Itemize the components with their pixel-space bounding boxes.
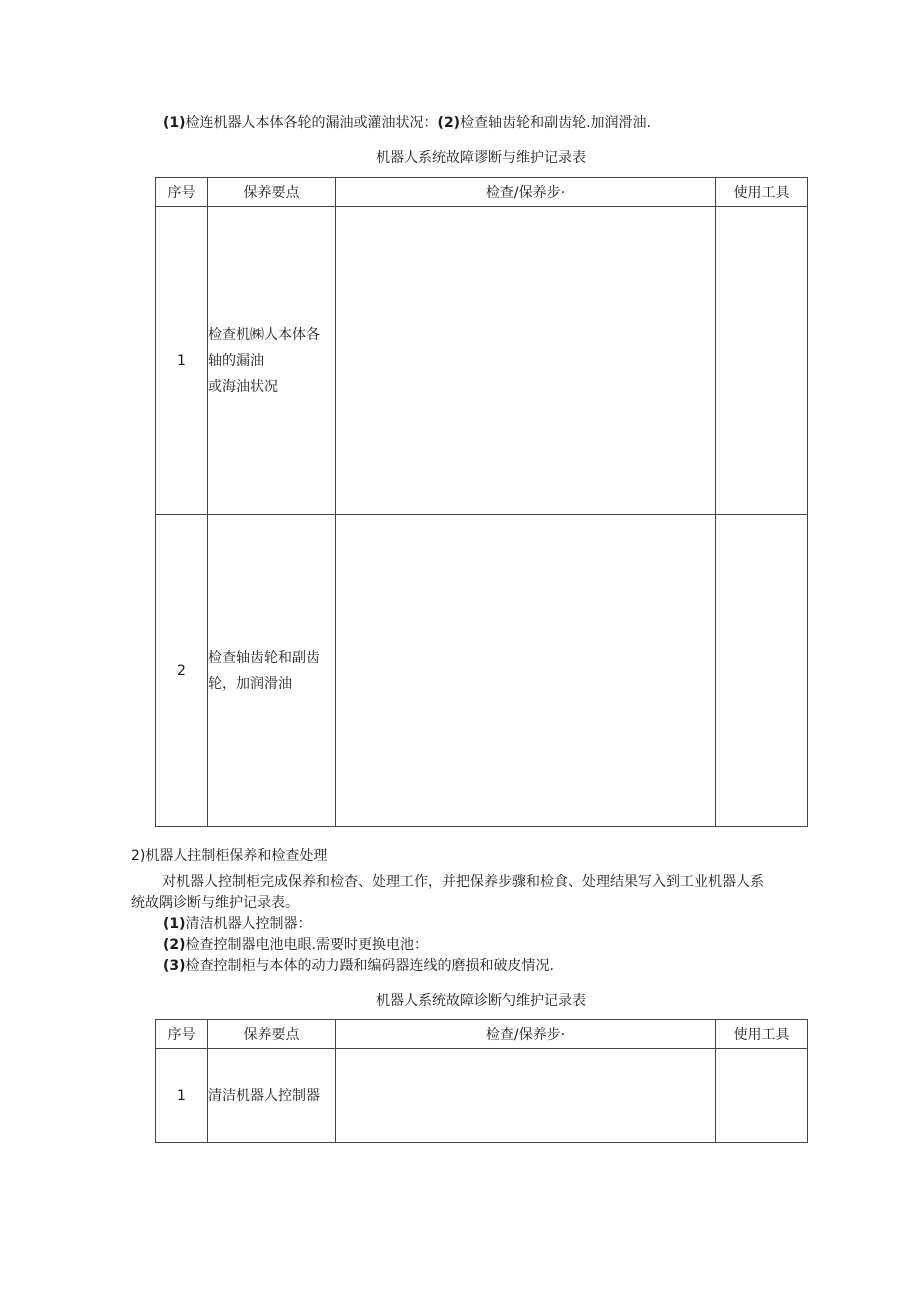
table2-header-row bbox=[156, 1020, 808, 1049]
point-line: 或海油状况 bbox=[208, 378, 278, 395]
item-number: (3) bbox=[163, 958, 186, 974]
section2-heading: 2)机器人拄制柜保养和检查处理 bbox=[131, 848, 328, 864]
point-line: 轴的漏油 bbox=[208, 352, 264, 369]
row-tools-cell bbox=[716, 515, 808, 827]
section2-paragraph-line1: 对机器人控制柜完成保养和检杳、处理工作，并把保养步骤和检食、处理结果写入到工业机器人系 bbox=[162, 874, 764, 890]
table2-caption: 机器人系统故障诊断勺维护记录表 bbox=[376, 993, 586, 1009]
row-steps-cell bbox=[336, 207, 716, 515]
table1-header-index: 序号 bbox=[156, 178, 208, 207]
section2-paragraph-line2: 统故隅诊断与维护记录表。 bbox=[131, 895, 299, 911]
table2-header-point: 保养要点 bbox=[208, 1020, 336, 1049]
intro-item2-number: (2) bbox=[437, 115, 461, 131]
item-text: 检查控制器电池电眼.需要时更换电池： bbox=[185, 937, 428, 953]
item-text: 清洁机器人控制器： bbox=[185, 916, 312, 932]
row-steps-cell bbox=[336, 515, 716, 827]
item-number: (2) bbox=[163, 937, 186, 953]
intro-item1-number: (1) bbox=[163, 115, 186, 131]
table-row bbox=[156, 515, 808, 827]
row-maintenance-point bbox=[208, 1049, 336, 1143]
table1-header-row bbox=[156, 178, 808, 207]
row-index: 1 bbox=[156, 1049, 208, 1143]
table-row bbox=[156, 207, 808, 515]
point-line: 检查机㈱人本体各 bbox=[208, 326, 320, 343]
table2-header-tools: 使用工具 bbox=[716, 1020, 808, 1049]
row-maintenance-point bbox=[208, 515, 336, 827]
table2-header-index: 序号 bbox=[156, 1020, 208, 1049]
intro-item1-text: 检连机器人本体各轮的漏油或灌油状况： bbox=[185, 115, 438, 131]
point-line: 清洁机器人控制器 bbox=[208, 1087, 320, 1104]
point-line: 检查轴齿轮和副齿 bbox=[208, 649, 320, 666]
table1-caption: 机器人系统故障谬断与维护记录表 bbox=[376, 150, 586, 166]
section2-item-2 bbox=[163, 935, 428, 955]
row-index: 2 bbox=[156, 515, 208, 827]
row-steps-cell bbox=[336, 1049, 716, 1143]
point-line: 轮，加润滑油 bbox=[208, 675, 292, 692]
row-tools-cell bbox=[716, 1049, 808, 1143]
intro-line bbox=[163, 113, 651, 133]
maintenance-record-table-1 bbox=[155, 177, 808, 827]
intro-item2-text: 检查轴齿轮和副齿轮.加润滑油. bbox=[460, 115, 651, 131]
table1-header-steps: 检查/保养步· bbox=[336, 178, 716, 207]
table1-header-point: 保养要点 bbox=[208, 178, 336, 207]
row-maintenance-point bbox=[208, 207, 336, 515]
row-index: 1 bbox=[156, 207, 208, 515]
item-text: 检查控制柜与本体的动力蹑和编码器连线的磨损和破皮情况. bbox=[185, 958, 554, 974]
table2-header-steps: 检查/保养步· bbox=[336, 1020, 716, 1049]
table1-header-tools: 使用工具 bbox=[716, 178, 808, 207]
section2-item-3 bbox=[163, 956, 554, 976]
row-tools-cell bbox=[716, 207, 808, 515]
section2-item-1 bbox=[163, 914, 312, 934]
table-row bbox=[156, 1049, 808, 1143]
maintenance-record-table-2 bbox=[155, 1019, 808, 1143]
item-number: (1) bbox=[163, 916, 186, 932]
